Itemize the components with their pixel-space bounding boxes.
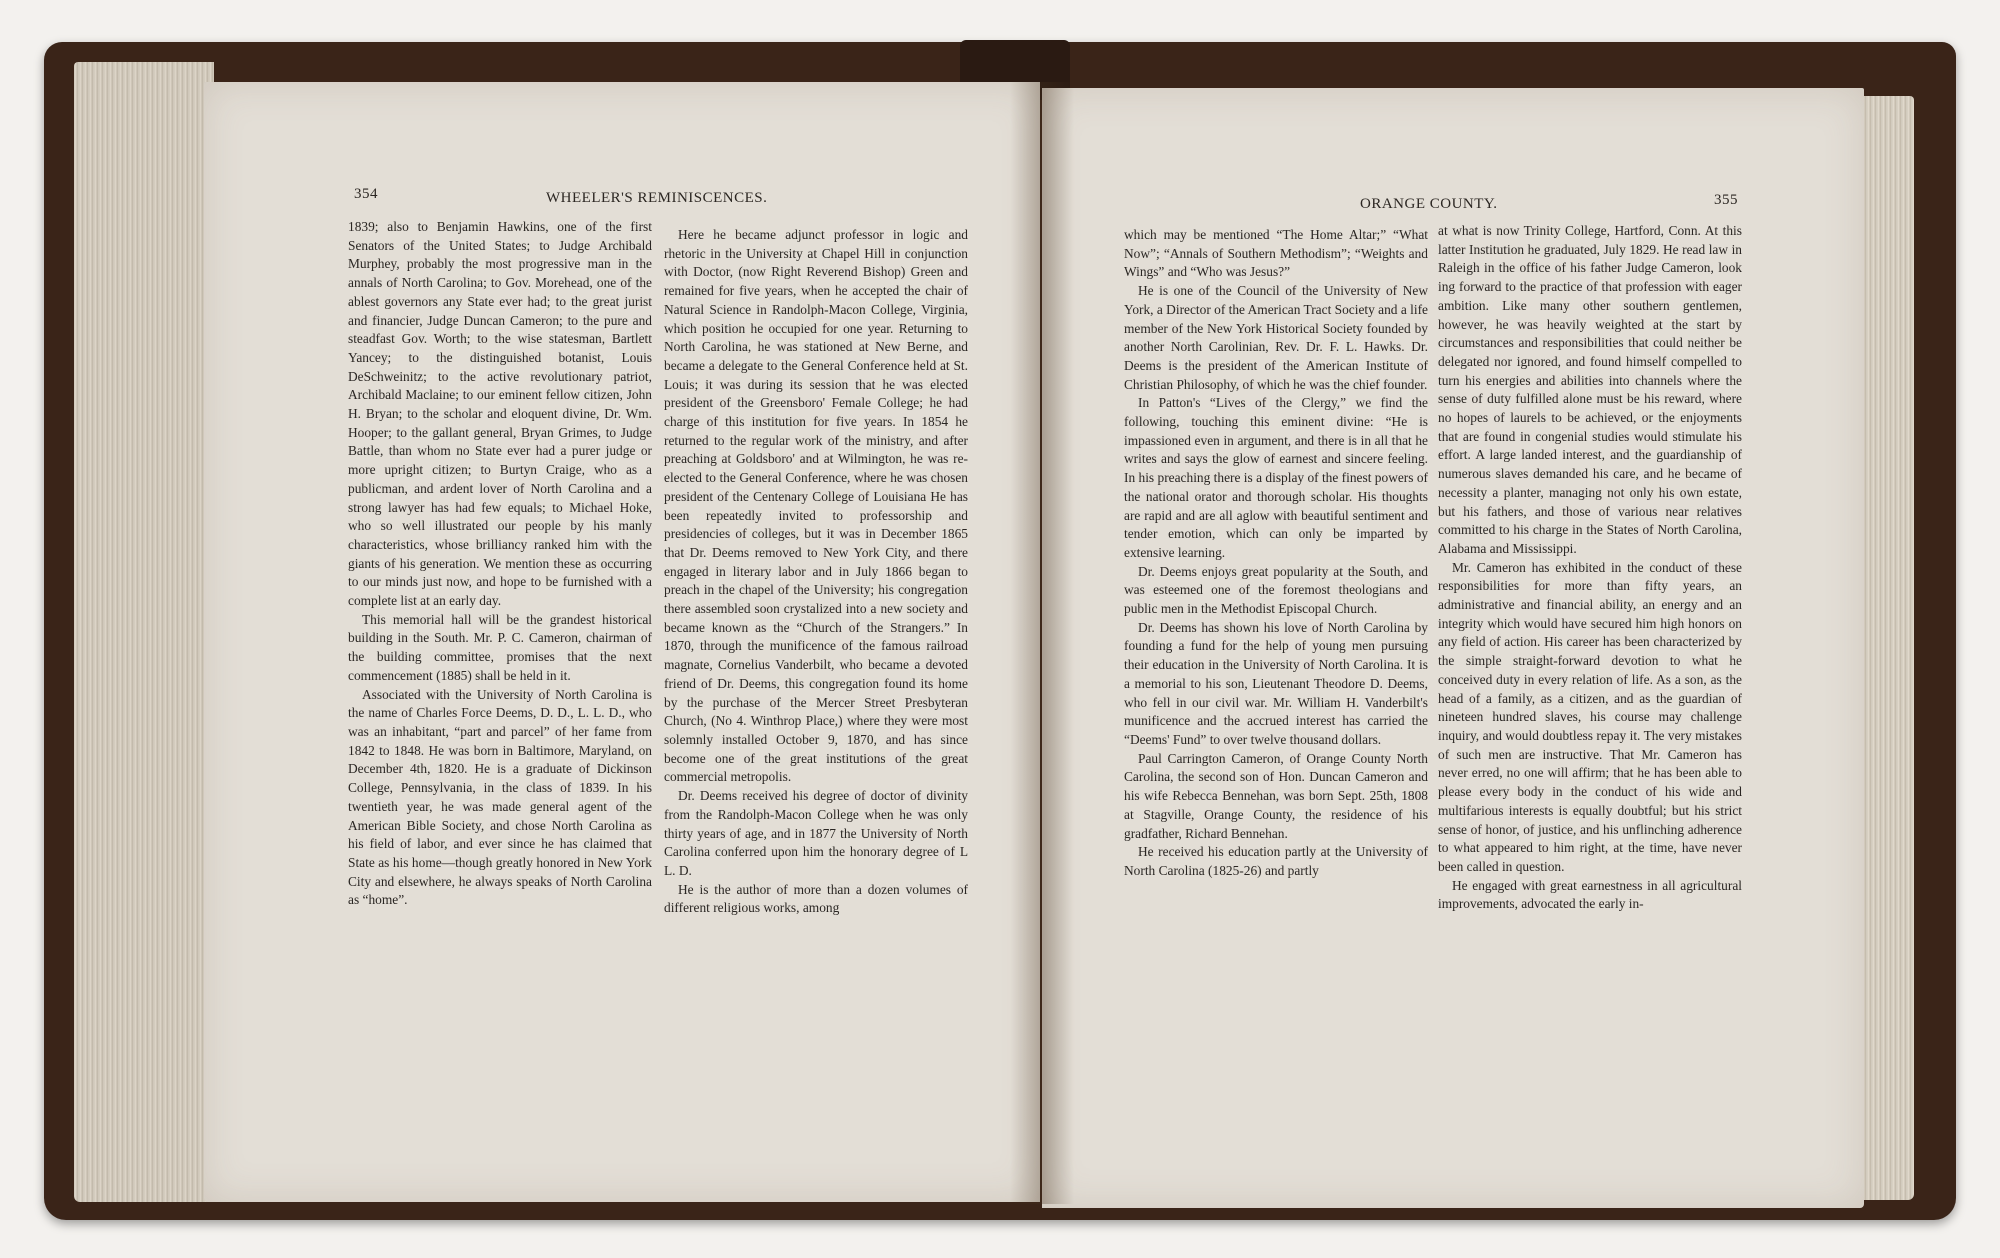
paragraph: In Patton's “Lives of the Clergy,” we find the following, touching this eminent divine: “He is impassioned even in argument, and there is in all that he writes and says the glow of earnest and sincere feeling. In his preaching there is a display of the finest powers of the national orator and thorough scholar. His thoughts are rapid and are all aglow with beautiful sentiment and tender emotion, which can only be imparted by extensive learning. [1124, 395, 1428, 560]
text-column-2 [1438, 222, 1742, 914]
paragraph: This memorial hall will be the grandest historical building in the South. Mr. P. C. Cameron, chairman of the building committee, promises that the next commencement (1885) shall be held in it. [348, 611, 652, 683]
paragraph: Dr. Deems enjoys great popularity at the South, and was esteemed one of the foremost theologians and public men in the Methodist Episcopal Church. [1124, 563, 1428, 617]
paragraph: at what is now Trinity College, Hartford, Conn. At this latter Institution he graduated, July 1829. He read law in Raleigh in the office of his father Judge Cameron, look ing forward to the practice of that profession with eager ambition. Like many other southern gentlemen, however, he was heavily weighted at the start by circumstances and responsibilities that could neither be delegated nor ignored, and found himself compelled to turn his energies and abilities into channels where the sense of duty fulfilled alone must be his reward, where no hopes of laurels to be achieved, or the enjoyments that are found in congenial studies would stimulate his effort. A large landed interest, and the guardianship of numerous slaves demanded his care, and he became of necessity a planter, managing not only his own estate, but his fathers, and those of various near relatives committed to his charge in the States of North Carolina, Alabama and Mississippi. [1438, 223, 1742, 556]
page-stack-left [74, 62, 214, 1202]
paragraph: He engaged with great earnestness in all agricultural improvements, advocated the early in- [1438, 877, 1742, 912]
text-column-1 [348, 218, 652, 910]
paragraph: Dr. Deems received his degree of doctor of divinity from the Randolph-Macon College when he was only thirty years of age, and in 1877 the University of North Carolina conferred upon him the honorary degree of L L. D. [664, 788, 968, 878]
paragraph: Dr. Deems has shown his love of North Carolina by founding a fund for the help of young men pursuing their education in the University of North Carolina. It is a memorial to his son, Lieutenant Theodore D. Deems, who fell in our civil war. Mr. William H. Vanderbilt's munificence and the accrued interest has carried the “Deems' Fund” to over twelve thousand dollars. [1124, 619, 1428, 747]
right-page [1042, 88, 1864, 1208]
paragraph: Paul Carrington Cameron, of Orange County North Carolina, the second son of Hon. Duncan Cameron and his wife Rebecca Bennehan, was born Sept. 25th, 1808 at Stagville, Orange County, the residence of his gradfather, Richard Bennehan. [1124, 750, 1428, 841]
running-head: WHEELER'S REMINISCENCES. [546, 190, 768, 206]
running-head: ORANGE COUNTY. [1360, 196, 1498, 212]
paragraph: Associated with the University of North Carolina is the name of Charles Force Deems, D. D., L. L. D., who was an inhabitant, “part and parcel” of her fame from 1842 to 1848. He was born in Baltimore, Maryland, on December 4th, 1820. He is a graduate of Dickinson College, Pennsylvania, in the class of 1839. In his twentieth year, he was made general agent of the American Bible Society, and chose North Carolina as his field of labor, and ever since he has claimed that State as his home—though greatly honored in New York City and elsewhere, he always speaks of North Carolina as “home”. [348, 686, 652, 908]
page-number: 355 [1714, 192, 1738, 208]
paragraph: He received his education partly at the University of North Carolina (1825-26) and partly [1124, 844, 1428, 878]
paragraph: which may be mentioned “The Home Altar;” “What Now”; “Annals of Southern Methodism”; “Weights and Wings” and “Who was Jesus?” [1124, 227, 1428, 280]
paragraph: He is the author of more than a dozen volumes of different religious works, among [664, 881, 968, 916]
text-column-2 [664, 226, 968, 918]
text-column-1 [1124, 226, 1428, 881]
paragraph: Here he became adjunct professor in logic and rhetoric in the University at Chapel Hill in conjunction with Doctor, (now Right Reverend Bishop) Green and remained for five years, when he accepted the chair of Natural Science in Randolph-Macon College, Virginia, which position he occupied for one year. Returning to North Carolina, he was stationed at New Berne, and became a delegate to the General Conference held at St. Louis; it was during its session that he was elected president of the Greensboro' Female College; he had charge of this institution for five years. In 1854 he returned to the regular work of the ministry, and after preaching at Goldsboro' and at Wilmington, he was re-elected to the General Conference, where he was chosen president of the Centenary College of Louisiana He has been repeatedly invited to professorship and presidencies of colleges, but it was in December 1865 that Dr. Deems removed to New York City, and there engaged in literary labor and in July 1866 began to preach in the chapel of the University; his congregation there assembled soon crystalized into a new society and became known as the “Church of the Strangers.” In 1870, through the munificence of the famous railroad magnate, Cornelius Vanderbilt, who became a devoted friend of Dr. Deems, this congregation found its home by the purchase of the Mercer Street Presbyteran Church, (No 4. Winthrop Place,) where they were most solemnly installed October 9, 1870, and has since become one of the great institutions of the great commercial metropolis. [664, 227, 968, 785]
paragraph: Mr. Cameron has exhibited in the conduct of these responsibilities for more than fifty years, an administrative and financial ability, an energy and an integrity which would have secured him high honors on any field of action. His career has been characterized by the simple straight-forward devotion to what he conceived duty in every relation of life. As a son, as the head of a family, as a citizen, and as the guardian of nineteen hundred slaves, his course may challenge inquiry, and would doubtless repay it. The very mistakes of such men are instructive. That Mr. Cameron has never erred, no one will affirm; that he has been able to please every body in the conduct of his wide and multifarious interests is equally doubtful; but his strict sense of honor, of justice, and his unflinching adherence to what appeared to him right, at the time, have never been called in question. [1438, 559, 1742, 874]
paragraph: He is one of the Council of the University of New York, a Director of the American Tract Society and a life member of the New York Historical Society founded by another North Carolinian, Rev. Dr. F. L. Hawks. Dr. Deems is the president of the American Institute of Christian Philosophy, of which he was the chief founder. [1124, 283, 1428, 392]
left-page [204, 82, 1040, 1202]
paragraph: 1839; also to Benjamin Hawkins, one of the first Senators of the United States; to Judge Archibald Murphey, probably the most progressive man in the annals of North Carolina; to Gov. Morehead, one of the ablest governors any State ever had; to the great jurist and financier, Judge Duncan Cameron; to the pure and steadfast Gov. Worth; to the wise statesman, Bartlett Yancey; to the distinguished botanist, Louis DeSchweinitz; to the active revolutionary patriot, Archibald Maclaine; to our eminent fellow citizen, John H. Bryan; to the scholar and eloquent divine, Dr. Wm. Hooper; to the gallant general, Bryan Grimes, to Judge Battle, than whom no State ever had a purer judge or more upright citizen; to Burtyn Craige, who as a publicman, and ardent lover of North Carolina and a strong lawyer has had few equals; to Michael Hoke, who so well illustrated our people by his manly characteristics, whose brilliancy ranked him with the giants of his generation. We mention these as occurring to our minds just now, and hope to be furnished with a complete list at an early day. [348, 219, 652, 609]
page-number: 354 [354, 186, 378, 202]
page-stack-right [1862, 96, 1914, 1200]
